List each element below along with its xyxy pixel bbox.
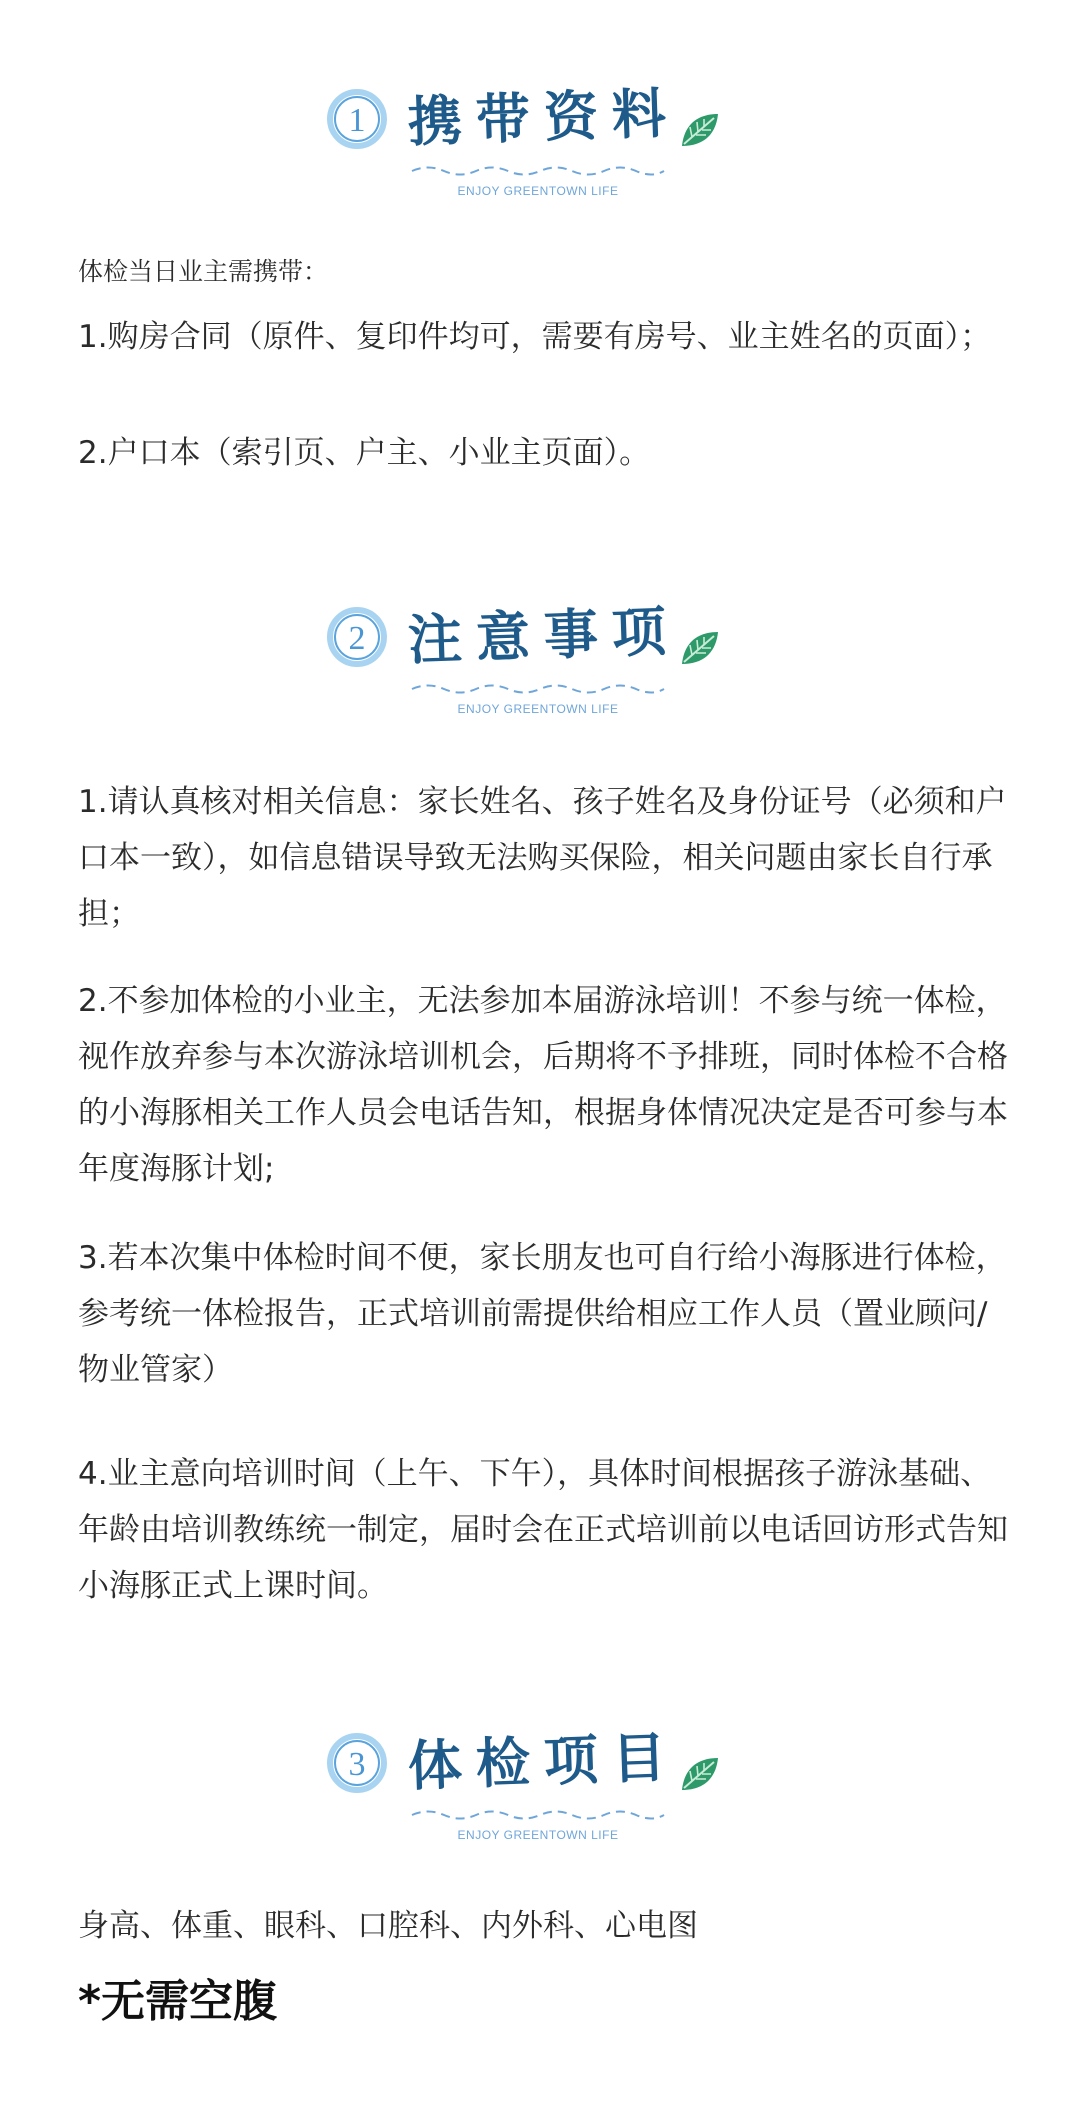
section-1-title: 携带资料 bbox=[406, 80, 681, 154]
section-3-header bbox=[0, 1726, 1080, 1846]
number-1-label: 1 bbox=[348, 102, 366, 139]
number-3-label: 3 bbox=[348, 1746, 366, 1783]
leaf-icon bbox=[678, 1754, 724, 1794]
number-1-icon bbox=[326, 88, 388, 150]
section-3-tagline: ENJOY GREENTOWN LIFE bbox=[457, 1828, 619, 1842]
section-2-item-1: 1.请认真核对相关信息：家长姓名、孩子姓名及身份证号（必须和户口本一致），如信息错误导致无法购买保险，相关问题由家长自行承担； bbox=[78, 784, 1007, 932]
section-2-item-4: 4.业主意向培训时间（上午、下午），具体时间根据孩子游泳基础、年龄由培训教练统一制定，届时会在正式培训前以电话回访形式告知小海豚正式上课时间。 bbox=[78, 1456, 1008, 1604]
section-3-title: 体检项目 bbox=[406, 1724, 681, 1798]
section-2-item-2: 2.不参加体检的小业主，无法参加本届游泳培训！不参与统一体检，视作放弃参与本次游泳培训机会，后期将不予排班，同时体检不合格的小海豚相关工作人员会电话告知，根据身体情况决定是否可参与本年度海豚计划; bbox=[78, 983, 1008, 1187]
section-2-item-3: 3.若本次集中体检时间不便，家长朋友也可自行给小海豚进行体检，参考统一体检报告，正式培训前需提供给相应工作人员（置业顾问/物业管家） bbox=[78, 1240, 1007, 1388]
section-2-header bbox=[0, 600, 1080, 720]
section-2-title: 注意事项 bbox=[406, 598, 681, 672]
section-1-item-2: 2.户口本（索引页、户主、小业主页面）。 bbox=[78, 435, 651, 471]
number-2-label: 2 bbox=[348, 620, 366, 657]
leaf-icon bbox=[678, 110, 724, 150]
number-3-icon bbox=[326, 1732, 388, 1794]
section-3-note: *无需空腹 bbox=[78, 1976, 278, 2027]
wave-divider bbox=[410, 1808, 666, 1822]
section-1-header bbox=[0, 82, 1080, 202]
section-1-intro: 体检当日业主需携带： bbox=[78, 257, 329, 286]
section-3-items: 身高、体重、眼科、口腔科、内外科、心电图 bbox=[78, 1908, 698, 1944]
section-2-tagline: ENJOY GREENTOWN LIFE bbox=[457, 702, 619, 716]
section-1-tagline: ENJOY GREENTOWN LIFE bbox=[457, 184, 619, 198]
section-1-item-1: 1.购房合同（原件、复印件均可，需要有房号、业主姓名的页面）； bbox=[78, 319, 992, 355]
wave-divider bbox=[410, 682, 666, 696]
wave-divider bbox=[410, 164, 666, 178]
leaf-icon bbox=[678, 628, 724, 668]
number-2-icon bbox=[326, 606, 388, 668]
